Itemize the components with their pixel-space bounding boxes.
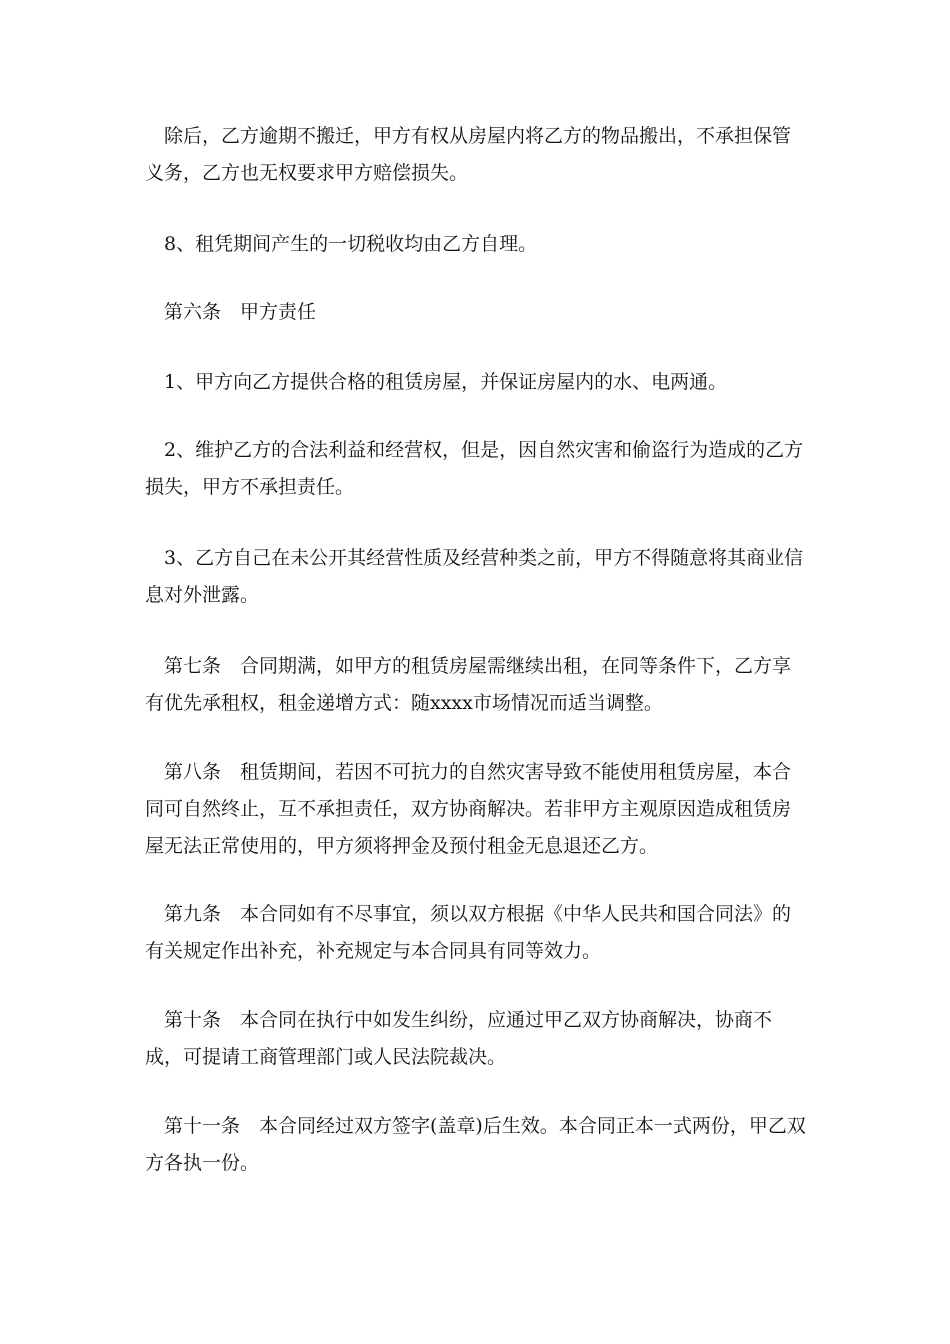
paragraph-article-8: 第八条 租赁期间，若因不可抗力的自然灾害导致不能使用租赁房屋，本合同可自然终止，互不承担责任，双方协商解决。若非甲方主观原因造成租赁房屋无法正常使用的，甲方须将押金及预付租金无息退还乙方。 [145, 761, 792, 857]
paragraph-removal-clause: 除后，乙方逾期不搬迁，甲方有权从房屋内将乙方的物品搬出，不承担保管义务，乙方也无权要求甲方赔偿损失。 [145, 125, 792, 184]
paragraph-article-11: 第十一条 本合同经过双方签字(盖章)后生效。本合同正本一式两份，甲乙双方各执一份。 [145, 1115, 806, 1174]
paragraph-party-a-item-2: 2、维护乙方的合法利益和经营权，但是，因自然灾害和偷盗行为造成的乙方损失，甲方不承担责任。 [145, 439, 804, 498]
paragraph-party-a-item-1: 1、甲方向乙方提供合格的租赁房屋，并保证房屋内的水、电两通。 [164, 371, 728, 393]
paragraph-article-7: 第七条 合同期满，如甲方的租赁房屋需继续出租，在同等条件下，乙方享有优先承租权，租金递增方式：随xxxx市场情况而适当调整。 [145, 655, 792, 714]
paragraph-party-a-item-3: 3、乙方自己在未公开其经营性质及经营种类之前，甲方不得随意将其商业信息对外泄露。 [145, 547, 804, 606]
paragraph-article-9: 第九条 本合同如有不尽事宜，须以双方根据《中华人民共和国合同法》的有关规定作出补充，补充规定与本合同具有同等效力。 [145, 903, 792, 962]
paragraph-article-10: 第十条 本合同在执行中如发生纠纷，应通过甲乙双方协商解决，协商不成，可提请工商管理部门或人民法院裁决。 [145, 1009, 773, 1068]
paragraph-tax-clause: 8、租凭期间产生的一切税收均由乙方自理。 [164, 233, 538, 255]
heading-article-6: 第六条 甲方责任 [164, 301, 317, 323]
